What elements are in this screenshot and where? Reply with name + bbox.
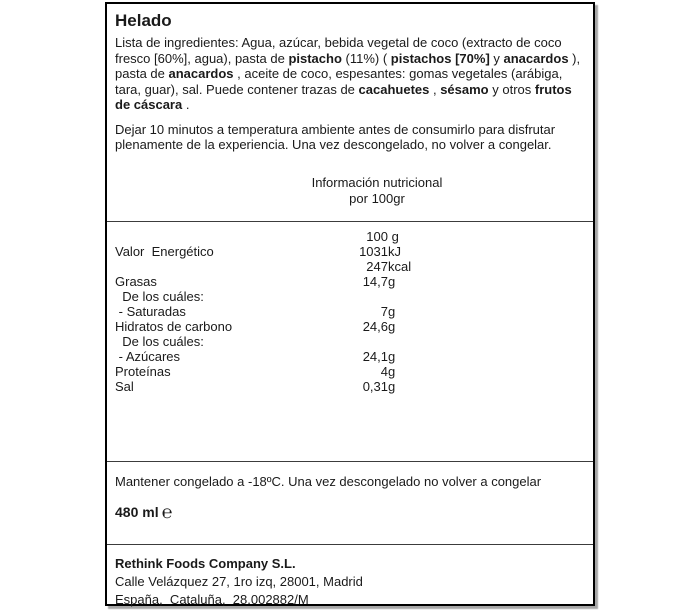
- ingredient-text: ,: [429, 81, 441, 97]
- nutrient-name: De los cuáles:: [115, 288, 204, 304]
- nutrient-unit: g: [388, 318, 396, 334]
- nutrient-unit: kJ: [388, 243, 401, 259]
- product-label: [105, 2, 595, 606]
- nutrition-table: [115, 229, 585, 394]
- nutrient-value: [305, 289, 388, 304]
- section-divider-middle: [107, 461, 593, 462]
- nutrient-name: Grasas: [115, 273, 157, 289]
- nutrition-row: [115, 244, 585, 259]
- nutrition-row: [115, 304, 585, 319]
- nutrient-name: Proteínas: [115, 363, 171, 379]
- ingredient-text: Lista de ingredientes: Agua, azúcar, bebida vegetal de coco (extracto de coco fresco [60%], agua), pasta de: [115, 35, 562, 66]
- nutrient-value: 4: [380, 363, 388, 379]
- ingredient-text: y otros: [488, 81, 535, 97]
- nutrient-value: 0,31: [362, 378, 388, 394]
- nutrient-unit: g: [388, 228, 399, 244]
- nutrition-row: [115, 319, 585, 334]
- allergen-bold-text: sésamo: [440, 81, 489, 97]
- nutrient-unit: g: [388, 363, 396, 379]
- nutrient-name: [115, 259, 305, 274]
- allergen-bold-text: pistachos [70%]: [390, 50, 490, 66]
- nutrition-row: [115, 259, 585, 274]
- allergen-bold-text: frutos de cáscara: [115, 81, 572, 112]
- ingredients-paragraph: [115, 35, 585, 113]
- nutrient-unit: g: [388, 273, 396, 289]
- section-divider-top: [107, 221, 593, 222]
- section-divider-bottom: [107, 544, 593, 545]
- allergen-bold-text: cacahuetes: [358, 81, 430, 97]
- nutrient-name: Valor Energético: [115, 243, 214, 259]
- nutrient-name: [115, 229, 305, 244]
- nutrition-title: Información nutricional: [311, 174, 443, 190]
- ingredient-text: ), pasta de: [115, 50, 581, 81]
- defrost-instructions: Dejar 10 minutos a temperatura ambiente antes de consumirlo para disfrutar plenamente de la experiencia. Una vez descongelado, no volver a congelar.: [115, 121, 556, 152]
- company-region: España, Cataluña, 28.002882/M: [115, 592, 309, 607]
- nutrient-value: 7: [380, 303, 388, 319]
- ingredient-text: y: [489, 50, 504, 66]
- nutrient-name: Sal: [115, 378, 134, 394]
- ingredient-text: (11%) (: [341, 50, 391, 66]
- nutrient-name: - Saturadas: [115, 303, 186, 319]
- nutrient-name: - Azúcares: [115, 348, 181, 364]
- product-title: Helado: [115, 11, 172, 30]
- net-volume-value: 480 ml: [115, 504, 159, 520]
- company-info: [115, 555, 585, 609]
- nutrient-value: 14,7: [362, 273, 388, 289]
- nutrient-value: 247: [366, 258, 388, 274]
- nutrient-name: De los cuáles:: [115, 333, 204, 349]
- nutrition-row: [115, 364, 585, 379]
- nutrition-row: [115, 379, 585, 394]
- ingredient-text: .: [182, 97, 190, 112]
- nutrient-value: 1031: [359, 243, 388, 259]
- nutrition-row: [115, 334, 585, 349]
- nutrition-row: [115, 349, 585, 364]
- nutrition-row: [115, 229, 585, 244]
- nutrient-unit: g: [388, 348, 396, 364]
- nutrient-unit: g: [388, 378, 396, 394]
- nutrient-unit: g: [388, 303, 396, 319]
- nutrition-row: [115, 274, 585, 289]
- nutrient-value: 24,6: [362, 318, 388, 334]
- keep-frozen-note: Mantener congelado a -18ºC. Una vez descongelado no volver a congelar: [115, 473, 542, 489]
- nutrition-row: [115, 289, 585, 304]
- allergen-bold-text: anacardos: [168, 66, 234, 81]
- nutrition-header: [115, 175, 585, 208]
- nutrient-unit: kcal: [388, 258, 412, 274]
- company-name: Rethink Foods Company S.L.: [115, 556, 296, 571]
- allergen-bold-text: anacardos: [503, 50, 569, 66]
- estimated-symbol: ℮: [161, 502, 173, 522]
- allergen-bold-text: pistacho: [288, 50, 342, 66]
- company-address: Calle Velázquez 27, 1ro izq, 28001, Madrid: [115, 574, 363, 589]
- nutrient-value: [305, 334, 388, 349]
- nutrient-value: 100: [366, 228, 388, 244]
- nutrition-subtitle: por 100gr: [349, 191, 405, 206]
- nutrient-value: 24,1: [362, 348, 388, 364]
- net-volume: [115, 503, 585, 521]
- nutrient-name: Hidratos de carbono: [115, 318, 233, 334]
- ingredient-text: , aceite de coco, espesantes: gomas vegetales (arábiga, tara, guar), sal. Puede contener trazas de: [115, 66, 563, 97]
